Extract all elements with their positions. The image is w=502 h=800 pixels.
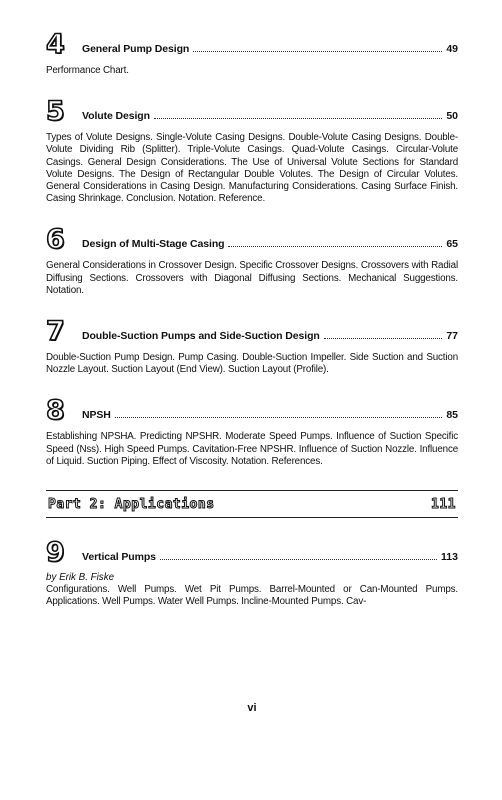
part-heading xyxy=(46,490,458,518)
page-number: vi xyxy=(247,702,257,714)
chapter-page: 50 xyxy=(446,110,458,123)
chapter-description: Types of Volute Designs. Single-Volute Casing Designs. Double-Volute Casing Designs. Double-Volute Dividing Rib (Splitter). Triple-Volute Casings. Quad-Volute Casings. Circular-Volute Casings. General Design Considerations. The Use of Universal Volute Sections for Standard Volute Designs. The Design of Rectangular Double Volutes. The Design of Circular Volutes. General Considerations in Casing Design. Manufacturing Considerations. Casing Surface Finish. Casing Shrinkage. Conclusion. Notation. Reference. xyxy=(46,132,458,205)
entry-heading xyxy=(46,395,458,427)
dot-leader xyxy=(160,558,437,560)
toc-entry-7 xyxy=(46,316,458,376)
chapter-number: 8 xyxy=(46,395,65,427)
chapter-title: Volute Design xyxy=(82,110,150,123)
dot-leader xyxy=(193,50,442,52)
entry-heading xyxy=(46,537,458,569)
chapter-page: 77 xyxy=(446,330,458,343)
chapter-description: Double-Suction Pump Design. Pump Casing. Double-Suction Impeller. Side Suction and Suction Nozzle Layout. Suction Layout (End View). Suction Layout (Profile). xyxy=(46,352,458,376)
dot-leader xyxy=(154,117,442,119)
toc-entry-8 xyxy=(46,395,458,468)
chapter-page: 65 xyxy=(446,238,458,251)
chapter-number: 6 xyxy=(46,224,65,256)
dot-leader xyxy=(228,245,442,247)
chapter-description: General Considerations in Crossover Design. Specific Crossover Designs. Crossovers with Radial Diffusing Sections. Crossovers with Diagonal Diffusing Sections. Mechanical Suggestions. Notation. xyxy=(46,260,458,296)
toc-entry-6 xyxy=(46,224,458,297)
dot-leader xyxy=(115,416,443,418)
chapter-description: Configurations. Well Pumps. Wet Pit Pumps. Barrel-Mounted or Can-Mounted Pumps. Applications. Well Pumps. Water Well Pumps. Incline-Mounted Pumps. Cav- xyxy=(46,584,458,608)
chapter-title: Vertical Pumps xyxy=(82,551,156,564)
chapter-title: Design of Multi-Stage Casing xyxy=(82,238,225,251)
chapter-description: Performance Chart. xyxy=(46,65,129,76)
chapter-number: 4 xyxy=(46,29,65,60)
dot-leader xyxy=(324,337,443,339)
chapter-page: 49 xyxy=(446,43,458,55)
chapter-page: 113 xyxy=(441,551,458,564)
toc-entry-5 xyxy=(46,96,458,205)
part-page: 111 xyxy=(431,496,456,512)
entry-heading xyxy=(46,316,458,348)
toc-entry-4 xyxy=(46,29,458,77)
chapter-title: NPSH xyxy=(82,409,111,422)
chapter-number: 5 xyxy=(46,96,65,128)
chapter-number: 9 xyxy=(46,537,65,569)
chapter-title: General Pump Design xyxy=(82,43,190,55)
toc-page xyxy=(46,29,458,714)
entry-heading xyxy=(46,96,458,128)
toc-entry-9 xyxy=(46,537,458,608)
part-title: Part 2: Applications xyxy=(48,496,215,512)
chapter-number: 7 xyxy=(46,316,65,348)
entry-heading xyxy=(46,29,458,60)
chapter-author: by Erik B. Fiske xyxy=(46,572,115,584)
chapter-title: Double-Suction Pumps and Side-Suction Design xyxy=(82,330,320,343)
chapter-description: Establishing NPSHA. Predicting NPSHR. Moderate Speed Pumps. Influence of Suction Specific Speed (Nss). High Speed Pumps. Cavitation-Free NPSHR. Influence of Suction Nozzle. Influence of Liquid. Suction Piping. Effect of Viscosity. Notation. References. xyxy=(46,431,458,467)
chapter-page: 85 xyxy=(446,409,458,422)
entry-heading xyxy=(46,224,458,256)
